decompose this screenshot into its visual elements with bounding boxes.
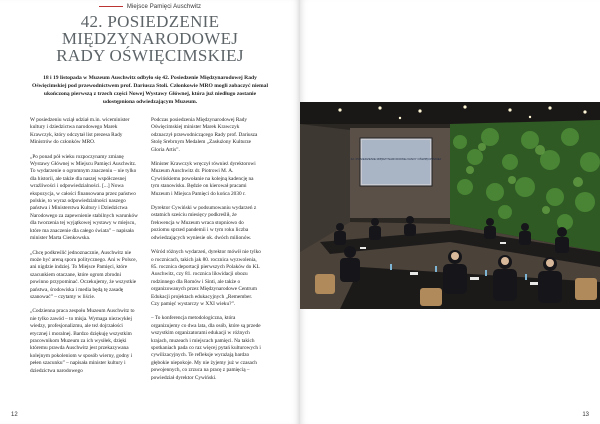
paragraph: Wśród różnych wydarzeń, dyrektor mówił nie tylko o rocznicach, takich jak 80. rocznica wyzwolenia, 85. rocznica deportacji pierwszych Polaków do KL Auschwitz, czy 81. rocznica likwidacji obozu rodzinnego dla Romów i Sinti, ale także o organizowanych przez Międzynarodowe Centrum Edukacji projektach edukacyjnych „Remember. Czy pamięć wystarczy w XXI wieku?”. [151,249,261,307]
paragraph: „Chcę podkreślić jednoznacznie, Auschwitz nie może być areną sporu politycznego. Ani w Polsce, ani nigdzie indziej. To Miejsce Pamięci, które szacunkiem otaczane, które ogrom zbrodni powinno przypominać. Oczekujemy, że wszystkie państwa, środowiska i media będą tę zasadę szanować” – czytamy w liście. [30,249,137,300]
title-line: MIĘDZYNARODOWEJ [61,29,239,48]
rubric-rule [99,6,123,7]
conference-photo [300,102,600,309]
paragraph: Podczas posiedzenia Międzynarodowej Rady Oświęcimskiej minister Marek Krawczyk odznaczył przewodniczącego Rady prof. Dariusza Stolę Srebrnym Medalem „Zasłużony Kulturze Gloria Artis”. [151,117,258,153]
text-column-right [151,117,261,389]
right-page [300,0,600,424]
conference-room-illustration [300,102,600,309]
page-number-right: 13 [582,412,589,418]
rubric-text: Miejsce Pamięci Auschwitz [126,4,202,10]
title-line: 42. POSIEDZENIE [80,12,220,31]
paragraph: W posiedzeniu wziął udział m.in. wiceminister kultury i dziedzictwa narodowego Marek Krawczyk, który odczytał list prezesa Rady Ministrów do członków MRO. [30,117,130,146]
paragraph: Dyrektor Cywiński w podsumowaniu wydarzeń z ostatnich sześciu miesięcy podkreślił, że frekwencja w Muzeum wraca stopniowo do poziomu sprzed pandemii i w tym roku liczba odwiedzających wyniesie ok. dwóch milionów. [151,205,257,241]
article-lead: 18 i 19 listopada w Muzeum Auschwitz odbyło się 42. Posiedzenie Międzynarodowej Rady Oświęcimskiej pod przewodnictwem prof. Dariusza Stoli. Członkowie MRO mogli zobaczyć niemal ukończoną pierwszą z trzech części Nowej Wystawy Głównej, która już niedługo zostanie udostępniona odwiedzającym Muzeum. [31,75,269,105]
paragraph: „Codzienna praca zespołu Muzeum Auschwitz to nie tylko zawód – to misja. Wymaga niezwykłej wiedzy, profesjonalizmu, ale też dojrzałości etycznej i moralnej. Bardzo dziękuję wszystkim pracownikom Muzeum za ich wysiłek, dzięki któremu prawda Auschwitz jest przekazywana kolejnym pokoleniom w sposób wierny, godny i pełen szacunku” – napisała minister kultury i dziedzictwa narodowego [30,308,135,374]
text-column-left [30,117,140,382]
section-rubric [0,4,300,10]
title-line: RADY OŚWIĘCIMSKIEJ [56,46,244,65]
paragraph: „Po ponad pół wieku rozpoczynamy zmianę Wystawy Głównej w Miejscu Pamięci Auschwitz. To wydarzenie o ogromnym znaczeniu – nie tylko dla historii, ale także dla naszej współczesnej wrażliwości i odpowiedzialności. [...] Nowa ekspozycja, w całości finansowana przez państwo polskie, to wyraz odpowiedzialności naszego państwa i Ministerstwa Kultury i Dziedzictwa Narodowego za zapewnienie stabilnych warunków dla tworzenia tej wyjątkowej wystawy w miejscu, które ma znaczenie dla całego świata” – napisała minister Marta Cienkowska. [30,153,138,242]
page-number-left: 12 [11,412,18,418]
screen-caption: 42. POSIEDZENIE MIĘDZYNARODOWEJ RADY OŚWIĘCIMSKIEJ [350,157,442,161]
paragraph: – To konferencja metodologiczna, która organizujemy co dwa lata, dla osób, które są przede wszystkim organizatorami edukacji w różnych krajach, muzeach i miejscach pamięci. Na takich spotkaniach pada co raz więcej pytań kulturowych i cywilizacyjnych. Te refleksje wyrażają bardzo głębokie niepokoje. My nie żyjemy już w czasach powojennych, co zrzuca na pracę z pamięcią – powiedział dyrektor Cywiński. [151,315,261,381]
article-title [30,13,270,64]
paragraph: Minister Krawczyk wręczył również dyrektorowi Muzeum Auschwitz dr. Piotrowi M. A. Cywińskiemu powołanie na kolejną kadencję na tym stanowisku. Będzie on kierował pracami Muzeum i Miejsca Pamięci do końca 2030 r. [151,161,256,197]
